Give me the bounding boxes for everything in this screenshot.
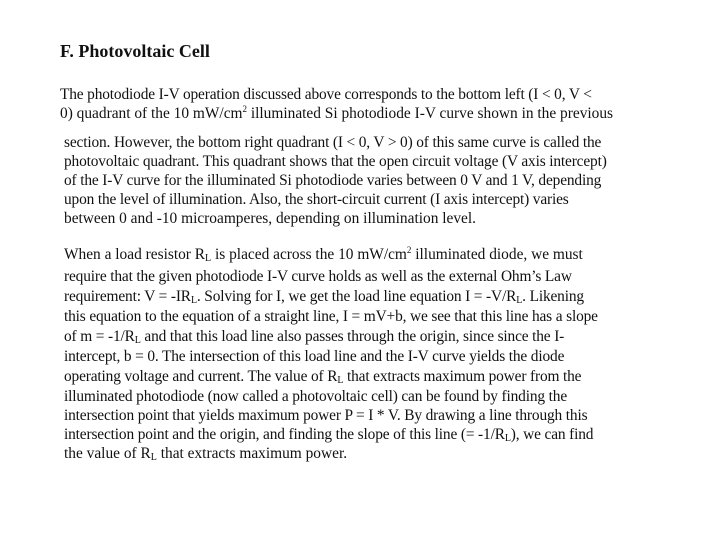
- para3-line-11-text-a: the value of R: [64, 445, 151, 462]
- subscript-L: L: [134, 335, 141, 346]
- para2-line-3: of the I-V curve for the illuminated Si photodiode varies between 0 V and 1 V, depending: [64, 172, 602, 189]
- subscript-L: L: [150, 452, 157, 463]
- para2-line-5: between 0 and -10 microamperes, depending on illumination level.: [64, 210, 477, 227]
- para3-line-1-text-c: illuminated diode, we must: [411, 246, 583, 263]
- superscript-2: 2: [406, 245, 412, 255]
- para1-line-1: The photodiode I-V operation discussed above corresponds to the bottom left (I < 0, V <: [60, 86, 592, 103]
- para3-line-7-text-a: operating voltage and current. The value of R: [64, 368, 338, 385]
- para3-line-3-text-c: . Likening: [522, 288, 584, 305]
- subscript-L: L: [205, 253, 212, 264]
- para3-line-10: [64, 425, 593, 444]
- para3-line-5-text-b: and that this load line also passes through the origin, since since the I-: [140, 328, 565, 345]
- para3-line-7-text-b: that extracts maximum power from the: [343, 368, 582, 385]
- section-heading: F. Photovoltaic Cell: [60, 41, 210, 61]
- para3-line-11-text-b: that extracts maximum power.: [156, 445, 348, 462]
- para2-line-1: section. However, the bottom right quadrant (I < 0, V > 0) of this same curve is called the: [64, 134, 602, 151]
- para3-line-3-text-b: . Solving for I, we get the load line equation I = -V/R: [196, 288, 517, 305]
- subscript-L: L: [337, 375, 344, 386]
- para3-line-1: [64, 245, 583, 264]
- para3-line-1-text-b: is placed across the 10 mW/cm: [211, 246, 407, 263]
- para1-line-2-text-a: 0) quadrant of the 10 mW/cm: [60, 105, 243, 122]
- para3-line-8: illuminated photodiode (now called a photovoltaic cell) can be found by finding the: [64, 388, 567, 405]
- para3-line-11: [64, 444, 347, 463]
- para3-line-1-text-a: When a load resistor R: [64, 246, 206, 263]
- para3-line-9: intersection point that yields maximum power P = I * V. By drawing a line through this: [64, 407, 588, 424]
- para3-line-10-text-a: intersection point and the origin, and finding the slope of this line (= -1/R: [64, 426, 505, 443]
- subscript-L: L: [516, 295, 523, 306]
- para1-line-2: [60, 104, 613, 123]
- para3-line-10-text-b: ), we can find: [510, 426, 594, 443]
- superscript-2: 2: [242, 104, 247, 114]
- para3-line-3-text-a: requirement: V = -IR: [64, 288, 191, 305]
- para2-line-2: photovoltaic quadrant. This quadrant shows that the open circuit voltage (V axis intercept): [64, 153, 607, 170]
- para3-line-5-text-a: of m = -1/R: [64, 328, 135, 345]
- para3-line-7: [64, 367, 581, 386]
- para3-line-4: this equation to the equation of a straight line, I = mV+b, we see that this line has a slope: [64, 308, 598, 325]
- para3-line-5: [64, 327, 564, 346]
- subscript-L: L: [504, 433, 511, 444]
- subscript-L: L: [190, 295, 197, 306]
- para3-line-3: [64, 287, 584, 306]
- para2-line-4: upon the level of illumination. Also, the short-circuit current (I axis intercept) varies: [64, 191, 569, 208]
- para1-line-2-text-b: illuminated Si photodiode I-V curve shown in the previous: [247, 105, 614, 122]
- para3-line-2: require that the given photodiode I-V curve holds as well as the external Ohm’s Law: [64, 268, 572, 285]
- para3-line-6: intercept, b = 0. The intersection of this load line and the I-V curve yields the diode: [64, 348, 565, 365]
